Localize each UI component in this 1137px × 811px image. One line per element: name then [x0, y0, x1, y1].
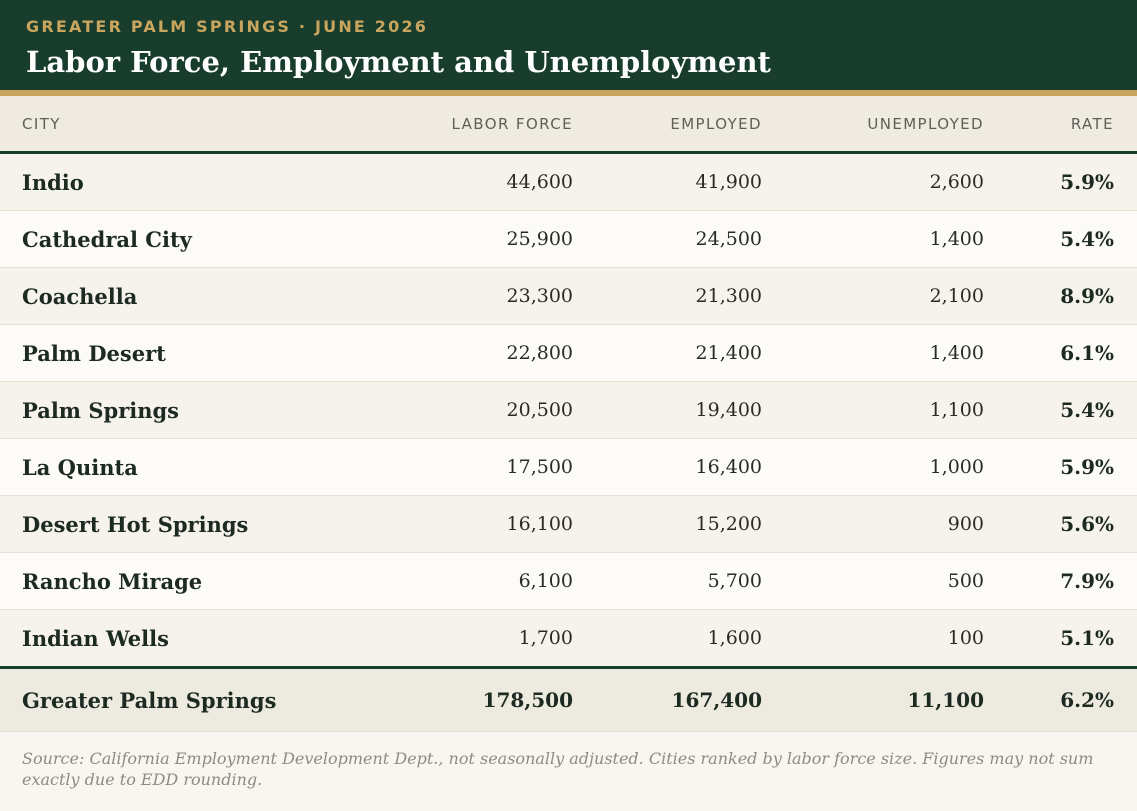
cell-labor-force: 22,800	[340, 325, 573, 382]
cell-unemployed: 2,100	[762, 268, 984, 325]
cell-employed: 41,900	[573, 153, 762, 211]
header-kicker: GREATER PALM SPRINGS · JUNE 2026	[26, 17, 429, 36]
source-footnote: Source: California Employment Development Dept., not seasonally adjusted. Cities ranked by labor force size. Figures may not sum exactly due to EDD rounding.	[0, 731, 1137, 790]
cell-city: Indio	[0, 153, 340, 211]
cell-labor-force: 44,600	[340, 153, 573, 211]
table-row	[0, 153, 1137, 211]
cell-employed: 24,500	[573, 211, 762, 268]
cell-labor-force: 1,700	[340, 610, 573, 668]
cell-rate: 5.6%	[984, 496, 1137, 553]
cell-unemployed: 1,400	[762, 325, 984, 382]
cell-city: Rancho Mirage	[0, 553, 340, 610]
total-rate: 6.2%	[984, 668, 1137, 732]
cell-rate: 5.4%	[984, 211, 1137, 268]
page-header	[0, 0, 1137, 96]
cell-city: Palm Desert	[0, 325, 340, 382]
table-row	[0, 496, 1137, 553]
table-row	[0, 553, 1137, 610]
cell-labor-force: 6,100	[340, 553, 573, 610]
cell-unemployed: 1,000	[762, 439, 984, 496]
cell-rate: 6.1%	[984, 325, 1137, 382]
cell-employed: 21,400	[573, 325, 762, 382]
table-row	[0, 382, 1137, 439]
column-header-rate: RATE	[984, 96, 1137, 153]
cell-labor-force: 17,500	[340, 439, 573, 496]
labor-force-table	[0, 96, 1137, 731]
cell-city: La Quinta	[0, 439, 340, 496]
total-city: Greater Palm Springs	[0, 668, 340, 732]
cell-rate: 7.9%	[984, 553, 1137, 610]
cell-employed: 15,200	[573, 496, 762, 553]
cell-rate: 5.9%	[984, 153, 1137, 211]
total-unemployed: 11,100	[762, 668, 984, 732]
total-labor-force: 178,500	[340, 668, 573, 732]
cell-employed: 21,300	[573, 268, 762, 325]
cell-city: Desert Hot Springs	[0, 496, 340, 553]
cell-employed: 19,400	[573, 382, 762, 439]
column-header-employed: EMPLOYED	[573, 96, 762, 153]
cell-employed: 1,600	[573, 610, 762, 668]
cell-city: Cathedral City	[0, 211, 340, 268]
column-header-unemployed: UNEMPLOYED	[762, 96, 984, 153]
table-row	[0, 325, 1137, 382]
cell-unemployed: 100	[762, 610, 984, 668]
total-row	[0, 668, 1137, 732]
cell-rate: 8.9%	[984, 268, 1137, 325]
cell-unemployed: 2,600	[762, 153, 984, 211]
total-employed: 167,400	[573, 668, 762, 732]
cell-unemployed: 900	[762, 496, 984, 553]
cell-employed: 5,700	[573, 553, 762, 610]
cell-rate: 5.9%	[984, 439, 1137, 496]
cell-labor-force: 16,100	[340, 496, 573, 553]
table-row	[0, 211, 1137, 268]
cell-unemployed: 1,400	[762, 211, 984, 268]
cell-labor-force: 25,900	[340, 211, 573, 268]
table-row	[0, 439, 1137, 496]
cell-employed: 16,400	[573, 439, 762, 496]
table-header-row	[0, 96, 1137, 153]
cell-rate: 5.4%	[984, 382, 1137, 439]
table-row	[0, 610, 1137, 668]
cell-labor-force: 20,500	[340, 382, 573, 439]
column-header-labor-force: LABOR FORCE	[340, 96, 573, 153]
cell-labor-force: 23,300	[340, 268, 573, 325]
column-header-city: CITY	[0, 96, 340, 153]
table-row	[0, 268, 1137, 325]
cell-city: Coachella	[0, 268, 340, 325]
cell-city: Palm Springs	[0, 382, 340, 439]
cell-unemployed: 1,100	[762, 382, 984, 439]
cell-rate: 5.1%	[984, 610, 1137, 668]
cell-city: Indian Wells	[0, 610, 340, 668]
cell-unemployed: 500	[762, 553, 984, 610]
page-title: Labor Force, Employment and Unemployment	[26, 45, 771, 79]
